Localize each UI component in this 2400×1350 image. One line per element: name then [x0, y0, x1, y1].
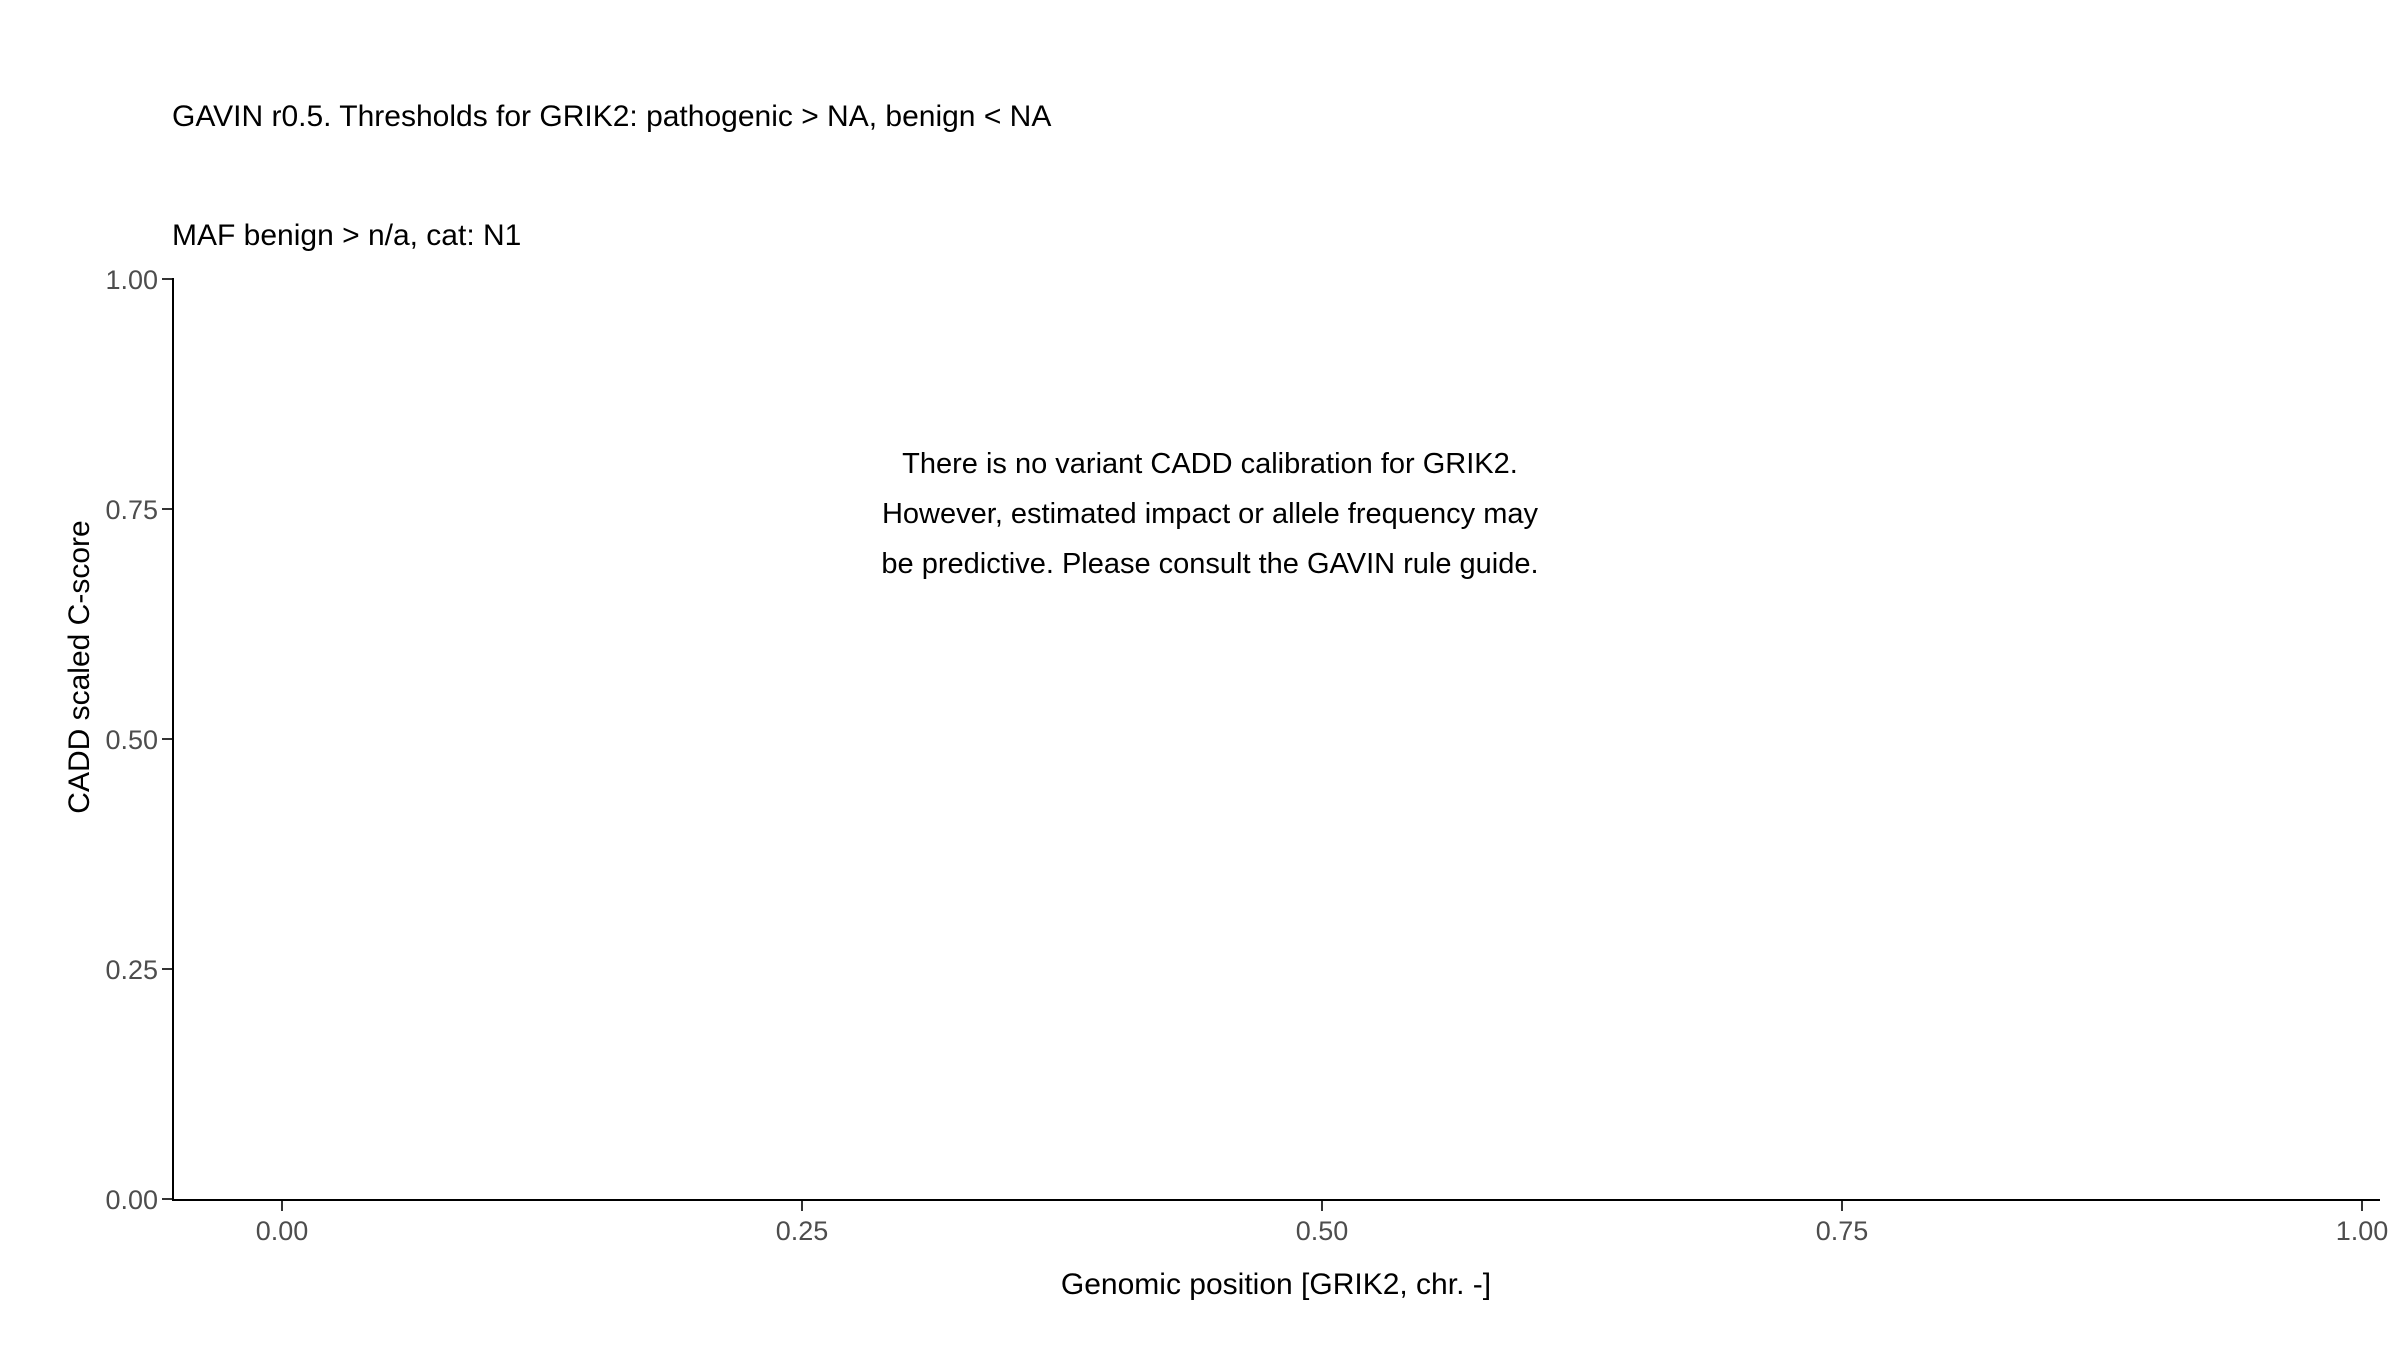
- y-tick-label-0: 0.00: [105, 1185, 158, 1215]
- x-tick-mark-1: [801, 1201, 803, 1211]
- x-tick-label-3: 0.75: [1815, 1216, 1869, 1246]
- y-tick-mark-4: [162, 278, 172, 280]
- plot-panel: [172, 278, 2380, 1198]
- y-tick-mark-1: [162, 968, 172, 970]
- y-tick-mark-0: [162, 1198, 172, 1200]
- x-tick-label-0: 0.00: [255, 1216, 309, 1246]
- y-tick-mark-3: [162, 508, 172, 510]
- y-tick-label-4: 1.00: [105, 265, 158, 295]
- panel-annotation-line-3: be predictive. Please consult the GAVIN rule guide.: [881, 547, 1539, 580]
- x-tick-mark-0: [281, 1201, 283, 1211]
- x-tick-mark-2: [1321, 1201, 1323, 1211]
- y-tick-label-1: 0.25: [105, 955, 158, 985]
- y-tick-label-3: 0.75: [105, 495, 158, 525]
- x-axis-line: [172, 1199, 2380, 1201]
- panel-annotation-line-1: There is no variant CADD calibration for GRIK2.: [902, 448, 1518, 480]
- panel-annotation: [620, 440, 1800, 590]
- x-tick-mark-4: [2361, 1201, 2363, 1211]
- y-tick-mark-2: [162, 738, 172, 740]
- x-tick-mark-3: [1841, 1201, 1843, 1211]
- y-tick-label-2: 0.50: [105, 725, 158, 755]
- chart-title-line-1: GAVIN r0.5. Thresholds for GRIK2: pathogenic > NA, benign < NA: [172, 100, 1052, 134]
- y-axis-line: [172, 278, 174, 1200]
- panel-annotation-line-2: However, estimated impact or allele frequency may: [881, 497, 1538, 530]
- x-tick-label-2: 0.50: [1295, 1216, 1349, 1246]
- y-axis-title: CADD scaled C-score: [63, 520, 96, 814]
- chart-title-line-2: MAF benign > n/a, cat: N1: [172, 218, 522, 252]
- x-tick-label-1: 0.25: [775, 1216, 829, 1246]
- x-tick-label-4: 1.00: [2335, 1216, 2389, 1246]
- x-axis-title: Genomic position [GRIK2, chr. -]: [1060, 1268, 1492, 1301]
